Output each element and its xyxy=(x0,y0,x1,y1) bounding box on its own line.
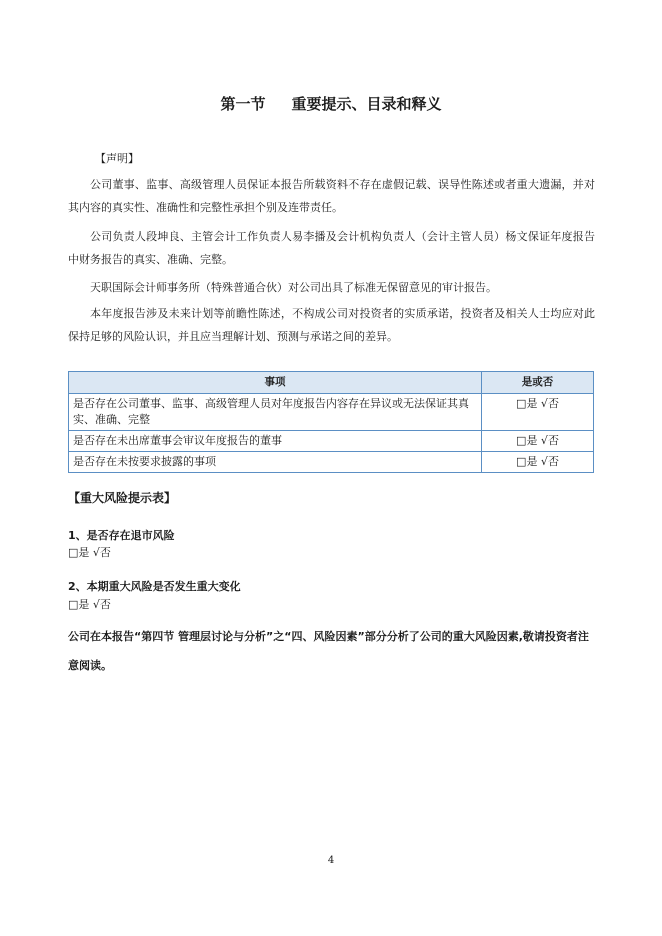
table-row xyxy=(69,452,594,473)
page-number: 4 xyxy=(327,855,335,866)
table-cell-answer: □是 √否 xyxy=(482,452,594,473)
table-cell-answer: □是 √否 xyxy=(482,394,594,431)
declaration-heading: 【声明】 xyxy=(95,152,139,165)
table-header-answer: 是或否 xyxy=(482,372,594,394)
risk-note: 公司在本报告“第四节 管理层讨论与分析”之“四、风险因素”部分分析了公司的重大风险因素,敬请投资者注意阅读。 xyxy=(68,630,589,672)
table-header-row xyxy=(69,372,594,394)
table-cell-item: 是否存在公司董事、监事、高级管理人员对年度报告内容存在异议或无法保证其真实、准确、完整 xyxy=(69,394,482,431)
risk-answer-2: □是 √否 xyxy=(68,598,111,611)
risk-answer-1: □是 √否 xyxy=(68,546,111,559)
risk-table-heading: 【重大风险提示表】 xyxy=(68,491,177,505)
section-number: 第一节 xyxy=(220,95,266,113)
risk-question-2: 2、本期重大风险是否发生重大变化 xyxy=(68,580,241,593)
section-title: 重要提示、目录和释义 xyxy=(291,95,442,113)
table-cell-item: 是否存在未按要求披露的事项 xyxy=(69,452,482,473)
table-cell-item: 是否存在未出席董事会审议年度报告的董事 xyxy=(69,431,482,452)
risk-question-1: 1、是否存在退市风险 xyxy=(68,529,175,542)
declaration-paragraph-2: 公司负责人段坤良、主管会计工作负责人易李播及会计机构负责人（会计主管人员）杨文保证年度报告中财务报告的真实、准确、完整。 xyxy=(68,230,595,266)
declaration-paragraph-1: 公司董事、监事、高级管理人员保证本报告所载资料不存在虚假记载、误导性陈述或者重大遗漏，并对其内容的真实性、准确性和完整性承担个别及连带责任。 xyxy=(68,178,595,214)
table-row xyxy=(69,394,594,431)
table-header-item: 事项 xyxy=(69,372,482,394)
declaration-paragraph-3: 天职国际会计师事务所（特殊普通合伙）对公司出具了标准无保留意见的审计报告。 xyxy=(90,281,497,294)
table-row xyxy=(69,431,594,452)
matters-table xyxy=(68,371,594,473)
table-cell-answer: □是 √否 xyxy=(482,431,594,452)
section-heading xyxy=(0,93,662,114)
declaration-paragraph-4: 本年度报告涉及未来计划等前瞻性陈述，不构成公司对投资者的实质承诺，投资者及相关人士均应对此保持足够的风险认识，并且应当理解计划、预测与承诺之间的差异。 xyxy=(68,307,595,343)
